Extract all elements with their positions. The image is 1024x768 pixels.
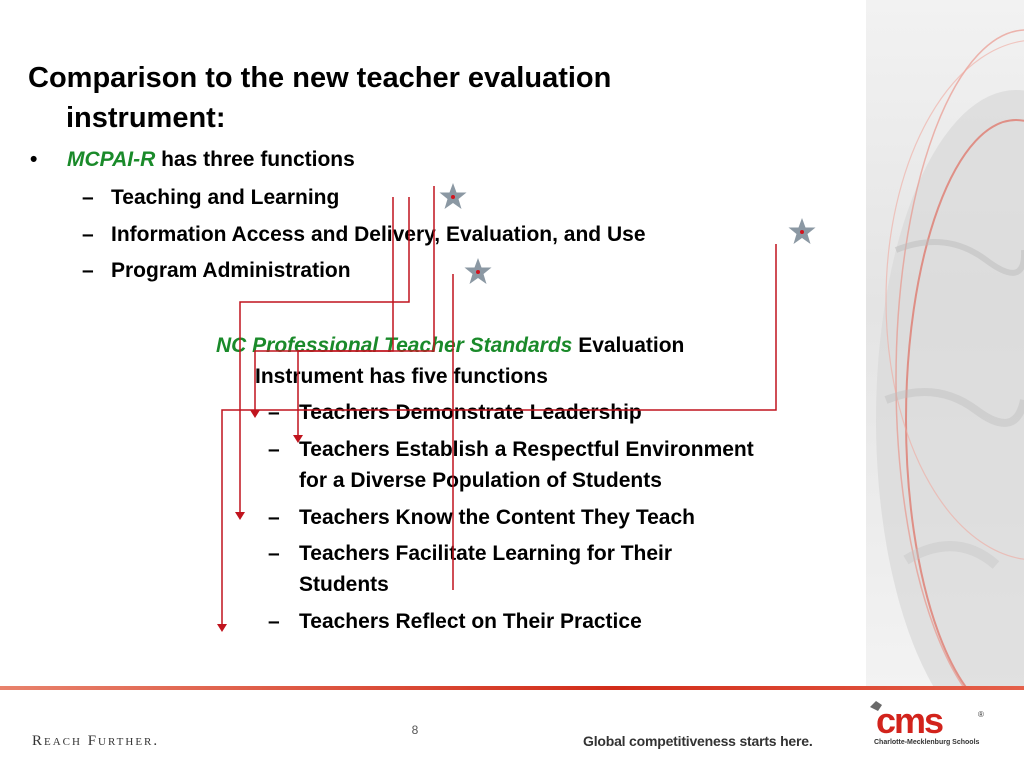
slide-heading-line1: Comparison to the new teacher evaluation bbox=[28, 62, 612, 94]
arrow-icon bbox=[293, 435, 303, 443]
mcpai-name: MCPAI-R bbox=[67, 148, 156, 171]
nc-rest-line1: Evaluation bbox=[578, 334, 685, 357]
nc-function-1: Teachers Demonstrate Leadership bbox=[299, 401, 642, 424]
nc-function-2-line1: Teachers Establish a Respectful Environment bbox=[299, 438, 754, 461]
dash-icon: – bbox=[82, 259, 94, 282]
nc-function-5: Teachers Reflect on Their Practice bbox=[299, 610, 642, 633]
star-icon bbox=[440, 183, 467, 209]
arrow-teaching-to-leadership bbox=[255, 197, 393, 416]
dash-icon: – bbox=[268, 610, 280, 633]
nc-function-4-line1: Teachers Facilitate Learning for Their bbox=[299, 542, 673, 565]
bullet-icon: • bbox=[30, 148, 38, 171]
nc-function-4-line2: Students bbox=[299, 573, 389, 596]
arrow-icon bbox=[235, 512, 245, 520]
dash-icon: – bbox=[268, 401, 280, 424]
mcpai-function-3: Program Administration bbox=[111, 259, 351, 282]
nc-function-2-line2: for a Diverse Population of Students bbox=[299, 469, 662, 492]
dash-icon: – bbox=[268, 438, 280, 461]
dash-icon: – bbox=[82, 186, 94, 209]
nc-rest-line2: Instrument has five functions bbox=[255, 365, 548, 388]
nc-name: NC Professional Teacher Standards bbox=[216, 334, 573, 357]
cms-logo-text: cms bbox=[876, 700, 943, 741]
arrow-information-to-respectful bbox=[298, 186, 434, 441]
arrow-icon bbox=[250, 410, 260, 418]
cms-registered: ® bbox=[978, 710, 984, 719]
arrow-teaching-to-content bbox=[240, 197, 409, 518]
page-number: 8 bbox=[411, 723, 419, 737]
star-icon bbox=[789, 218, 816, 244]
dash-icon: – bbox=[268, 542, 280, 565]
mcpai-function-1: Teaching and Learning bbox=[111, 186, 340, 209]
dash-icon: – bbox=[82, 223, 94, 246]
footer-tagline: Reach Further. bbox=[32, 733, 160, 749]
slide-heading-line2: instrument: bbox=[66, 102, 226, 134]
cms-logo-subtitle: Charlotte-Mecklenburg Schools bbox=[874, 739, 980, 746]
nc-function-3: Teachers Know the Content They Teach bbox=[299, 506, 695, 529]
mcpai-function-2: Information Access and Delivery, Evaluation, and Use bbox=[111, 223, 646, 246]
dash-icon: – bbox=[268, 506, 280, 529]
footer-divider bbox=[0, 686, 1024, 690]
star-icon bbox=[465, 258, 492, 284]
mcpai-rest: has three functions bbox=[161, 148, 355, 171]
arrow-icon bbox=[217, 624, 227, 632]
footer-slogan: Global competitiveness starts here. bbox=[583, 733, 813, 749]
